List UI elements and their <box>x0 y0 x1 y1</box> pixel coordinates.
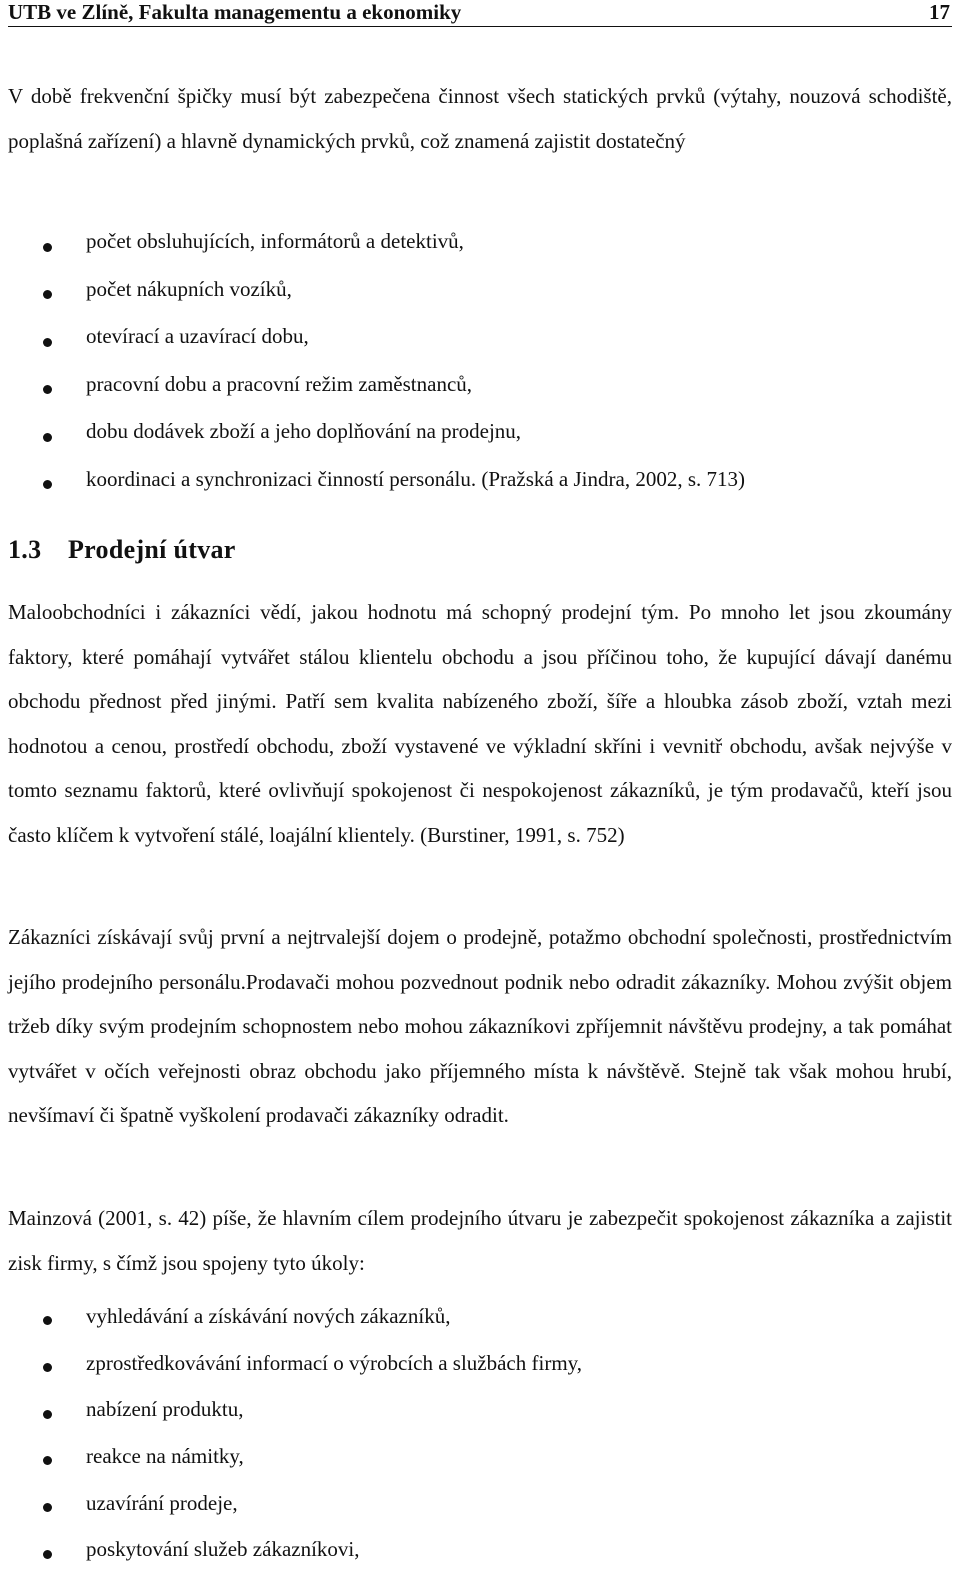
list-item-text: uzavírání prodeje, <box>86 1490 238 1515</box>
bullet-icon <box>43 1503 52 1512</box>
list-item <box>0 366 960 414</box>
section-number: 1.3 <box>8 535 42 564</box>
bullet-icon <box>43 243 52 252</box>
bullet-icon <box>43 1410 52 1419</box>
list-item <box>0 1344 960 1391</box>
bullet-icon <box>43 433 52 442</box>
bullet-icon <box>43 385 52 394</box>
section-title: Prodejní útvar <box>68 535 236 564</box>
list-item-text: zprostředkovávání informací o výrobcích a službách firmy, <box>86 1350 583 1375</box>
list-item <box>0 271 960 319</box>
list-item <box>0 318 960 366</box>
list-item <box>0 1530 960 1577</box>
list-item <box>0 1297 960 1344</box>
bullet-icon <box>43 338 52 347</box>
bullet-icon <box>43 1363 52 1372</box>
list-item-text: počet obsluhujících, informátorů a detektivů, <box>86 229 464 253</box>
bullet-icon <box>43 1316 52 1325</box>
bullet-icon <box>43 1456 52 1465</box>
list-item-text: nabízení produktu, <box>86 1397 244 1422</box>
paragraph-sales-team: Maloobchodníci i zákazníci vědí, jakou hodnotu má schopný prodejní tým. Po mnoho let jsou zkoumány faktory, které pomáhají vytvářet stálou klientelu obchodu a jsou příčinou toho, že kupující dávají danému obchodu přednost před jinými. Patří sem kvalita nabízeného zboží, šíře a hloubka zásob zboží, vztah mezi hodnotou a cenou, prostředí obchodu, zboží vystavené ve výkladní skříni i vevnitř obchodu, avšak nejvýše v tomto seznamu faktorů, které ovlivňují spokojenost či nespokojenost zákazníků, je tým prodavačů, kteří jsou často klíčem k vytvoření stálé, loajální klientely. (Burstiner, 1991, s. 752) <box>8 600 952 847</box>
list-item <box>0 1484 960 1531</box>
list-item <box>0 223 960 271</box>
list-item-text: otevírací a uzavírací dobu, <box>86 324 309 348</box>
list-item-text: reakce na námitky, <box>86 1444 244 1469</box>
list-item-text: poskytování služeb zákazníkovi, <box>86 1537 360 1562</box>
list-item-text: počet nákupních vozíků, <box>86 276 292 301</box>
paragraph-sales-goals: Mainzová (2001, s. 42) píše, že hlavním cílem prodejního útvaru je zabezpečit spokojenost zákazníka a zajistit zisk firmy, s čímž jsou spojeny tyto úkoly: <box>8 1206 952 1275</box>
list-item <box>0 1437 960 1484</box>
page-number: 17 <box>929 0 950 24</box>
paragraph-first-impression: Zákazníci získávají svůj první a nejtrvalejší dojem o prodejně, potažmo obchodní společnosti, prostřednictvím jejího prodejního personálu.Prodavači mohou pozvednout podnik nebo odradit zákazníky. Mohou zvýšit objem tržeb díky svým prodejním schopnostem nebo mohou zákazníkovi zpříjemnit návštěvu prodejny, a tak pomáhat vytvářet v očích veřejnosti obraz obchodu jako příjemného místa k návštěvě. Stejně tak však mohou hrubí, nevšímaví či špatně vyškolení prodavači zákazníky odradit. <box>8 925 952 1127</box>
bullet-icon <box>43 290 52 299</box>
list-item-text: pracovní dobu a pracovní režim zaměstnanců, <box>86 371 473 396</box>
list-item-text: koordinaci a synchronizaci činností personálu. (Pražská a Jindra, 2002, s. 713) <box>86 466 745 491</box>
running-header <box>8 0 952 27</box>
bullet-list-sales-tasks <box>0 1297 960 1577</box>
bullet-list-store-operations <box>0 223 960 508</box>
list-item-text: dobu dodávek zboží a jeho doplňování na prodejnu, <box>86 419 522 443</box>
bullet-icon <box>43 1550 52 1559</box>
list-item <box>0 461 960 509</box>
list-item <box>0 1390 960 1437</box>
list-item-text: vyhledávání a získávání nových zákazníků, <box>86 1304 451 1328</box>
bullet-icon <box>43 480 52 489</box>
intro-paragraph: V době frekvenční špičky musí být zabezpečena činnost všech statických prvků (výtahy, nouzová schodiště, poplašná zařízení) a hlavně dynamických prvků, což znamená zajistit dostatečný <box>8 84 952 153</box>
list-item <box>0 413 960 461</box>
section-heading <box>8 530 236 570</box>
header-title: UTB ve Zlíně, Fakulta managementu a ekonomiky <box>8 0 462 24</box>
